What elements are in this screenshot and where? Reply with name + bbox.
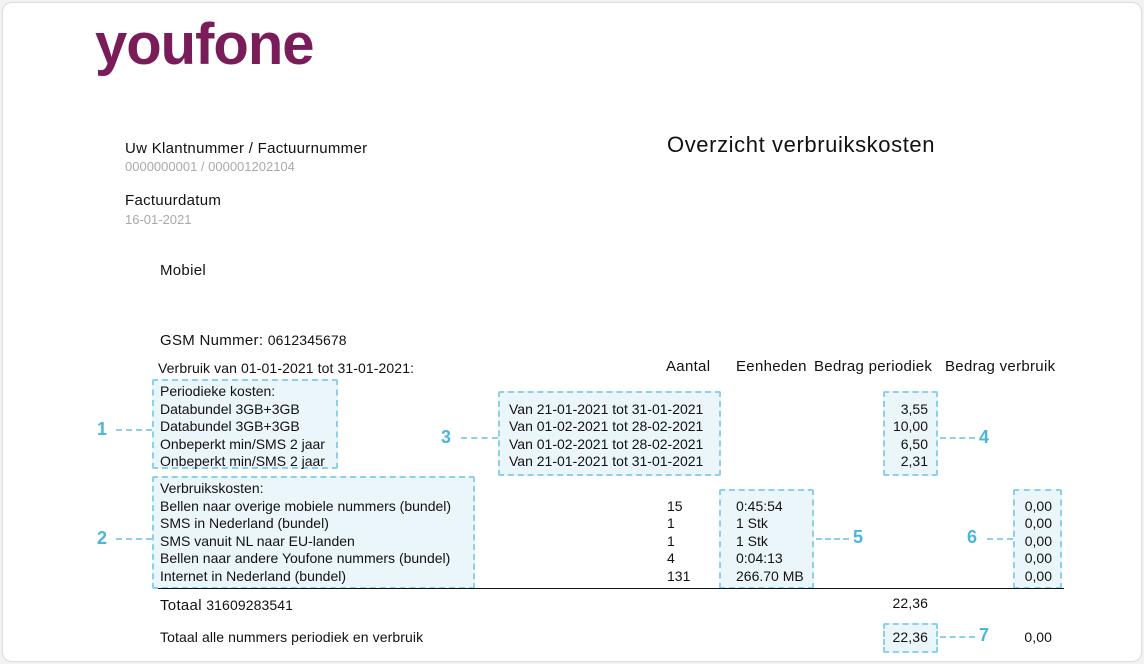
- gsm-number: [160, 332, 347, 350]
- periodic-row-name: Onbeperkt min/SMS 2 jaar: [160, 453, 325, 469]
- periodic-row-amount: 10,00: [892, 418, 928, 434]
- usage-row-name: Internet in Nederland (bundel): [160, 567, 347, 584]
- periodic-row-period: Van 01-02-2021 tot 28-02-2021: [509, 435, 704, 452]
- periodic-heading: Periodieke kosten:: [160, 383, 276, 399]
- usage-counts: [667, 498, 690, 586]
- youfone-logo: youfone: [95, 12, 314, 77]
- callout-2: 2: [97, 528, 108, 548]
- usage-row-name: Bellen naar andere Youfone nummers (bundel): [160, 550, 451, 566]
- periodic-row-name: Databundel 3GB+3GB: [160, 400, 300, 417]
- connector-4: [940, 437, 975, 439]
- periodic-row-amount: 2,31: [900, 453, 928, 469]
- callout-1: 1: [97, 419, 108, 439]
- usage-row-units: 266.70 MB: [736, 567, 804, 584]
- usage-row-count: 1: [667, 532, 675, 549]
- col-eenheden: Eenheden: [736, 358, 807, 375]
- callout-3: 3: [441, 427, 452, 447]
- periodic-row-amount: 6,50: [900, 435, 928, 452]
- totaal-row: [160, 597, 293, 615]
- usage-row-units: 0:45:54: [736, 497, 783, 514]
- usage-row-name: SMS vanuit NL naar EU-landen: [160, 532, 355, 549]
- grand-total-label: Totaal alle nummers periodiek en verbruik: [160, 629, 424, 645]
- usage-row-amount: 0,00: [1024, 567, 1052, 584]
- usage-row-units: 1 Stk: [736, 515, 768, 531]
- klantnummer-value: 0000000001 / 000001202104: [125, 159, 295, 174]
- total-divider: [158, 588, 1064, 589]
- periodic-row-period: Van 01-02-2021 tot 28-02-2021: [509, 418, 704, 434]
- usage-row-count: 15: [667, 497, 683, 514]
- connector-6: [987, 538, 1013, 540]
- usage-row-name: Bellen naar overige mobiele nummers (bundel): [160, 497, 452, 514]
- totaal-label: Totaal: [160, 597, 202, 614]
- section-title: Mobiel: [160, 262, 206, 279]
- usage-row-name: SMS in Nederland (bundel): [160, 515, 329, 531]
- factuurdatum-value: 16-01-2021: [125, 212, 192, 227]
- gsm-label: GSM Nummer:: [160, 332, 264, 349]
- period-label: Verbruik van 01-01-2021 tot 31-01-2021:: [158, 360, 415, 376]
- periodic-periods: [509, 401, 703, 471]
- usage-names: [160, 480, 451, 585]
- totaal-periodic: 22,36: [892, 595, 928, 611]
- usage-row-amount: 0,00: [1024, 550, 1052, 566]
- gsm-value: 0612345678: [267, 332, 347, 348]
- col-bedrag-periodiek: Bedrag periodiek: [814, 358, 933, 375]
- klantnummer-label: Uw Klantnummer / Factuurnummer: [125, 140, 368, 157]
- connector-2: [116, 538, 152, 540]
- connector-3: [461, 437, 498, 439]
- usage-row-amount: 0,00: [1024, 515, 1052, 531]
- periodic-amounts: [883, 401, 928, 471]
- periodic-row-name: Onbeperkt min/SMS 2 jaar: [160, 435, 325, 452]
- callout-7: 7: [979, 625, 990, 645]
- totaal-number: 31609283541: [206, 597, 294, 613]
- periodic-row-amount: 3,55: [900, 400, 928, 417]
- usage-row-amount: 0,00: [1024, 532, 1052, 549]
- callout-4: 4: [979, 427, 990, 447]
- usage-row-count: 131: [667, 567, 691, 584]
- usage-row-units: 0:04:13: [736, 550, 783, 566]
- periodic-names: [160, 383, 325, 471]
- page-title: Overzicht verbruikskosten: [667, 132, 936, 157]
- periodic-row-period: Van 21-01-2021 tot 31-01-2021: [509, 453, 704, 469]
- connector-7: [940, 636, 975, 638]
- factuurdatum-label: Factuurdatum: [125, 192, 222, 209]
- grand-total-periodic: 22,36: [892, 629, 928, 645]
- connector-1: [116, 429, 152, 431]
- periodic-row-name: Databundel 3GB+3GB: [160, 418, 300, 434]
- col-aantal: Aantal: [666, 358, 711, 375]
- callout-5: 5: [853, 527, 864, 547]
- usage-heading: Verbruikskosten:: [160, 480, 264, 496]
- usage-row-units: 1 Stk: [736, 532, 768, 549]
- callout-6: 6: [967, 527, 978, 547]
- invoice-card: [2, 2, 1142, 662]
- periodic-row-period: Van 21-01-2021 tot 31-01-2021: [509, 400, 704, 417]
- usage-row-count: 4: [667, 550, 675, 566]
- usage-amounts: [1013, 498, 1052, 586]
- usage-row-amount: 0,00: [1024, 497, 1052, 514]
- usage-row-count: 1: [667, 515, 675, 531]
- connector-5: [816, 538, 849, 540]
- usage-units: [736, 498, 804, 586]
- grand-total-usage: 0,00: [1024, 629, 1052, 645]
- col-bedrag-verbruik: Bedrag verbruik: [945, 358, 1056, 375]
